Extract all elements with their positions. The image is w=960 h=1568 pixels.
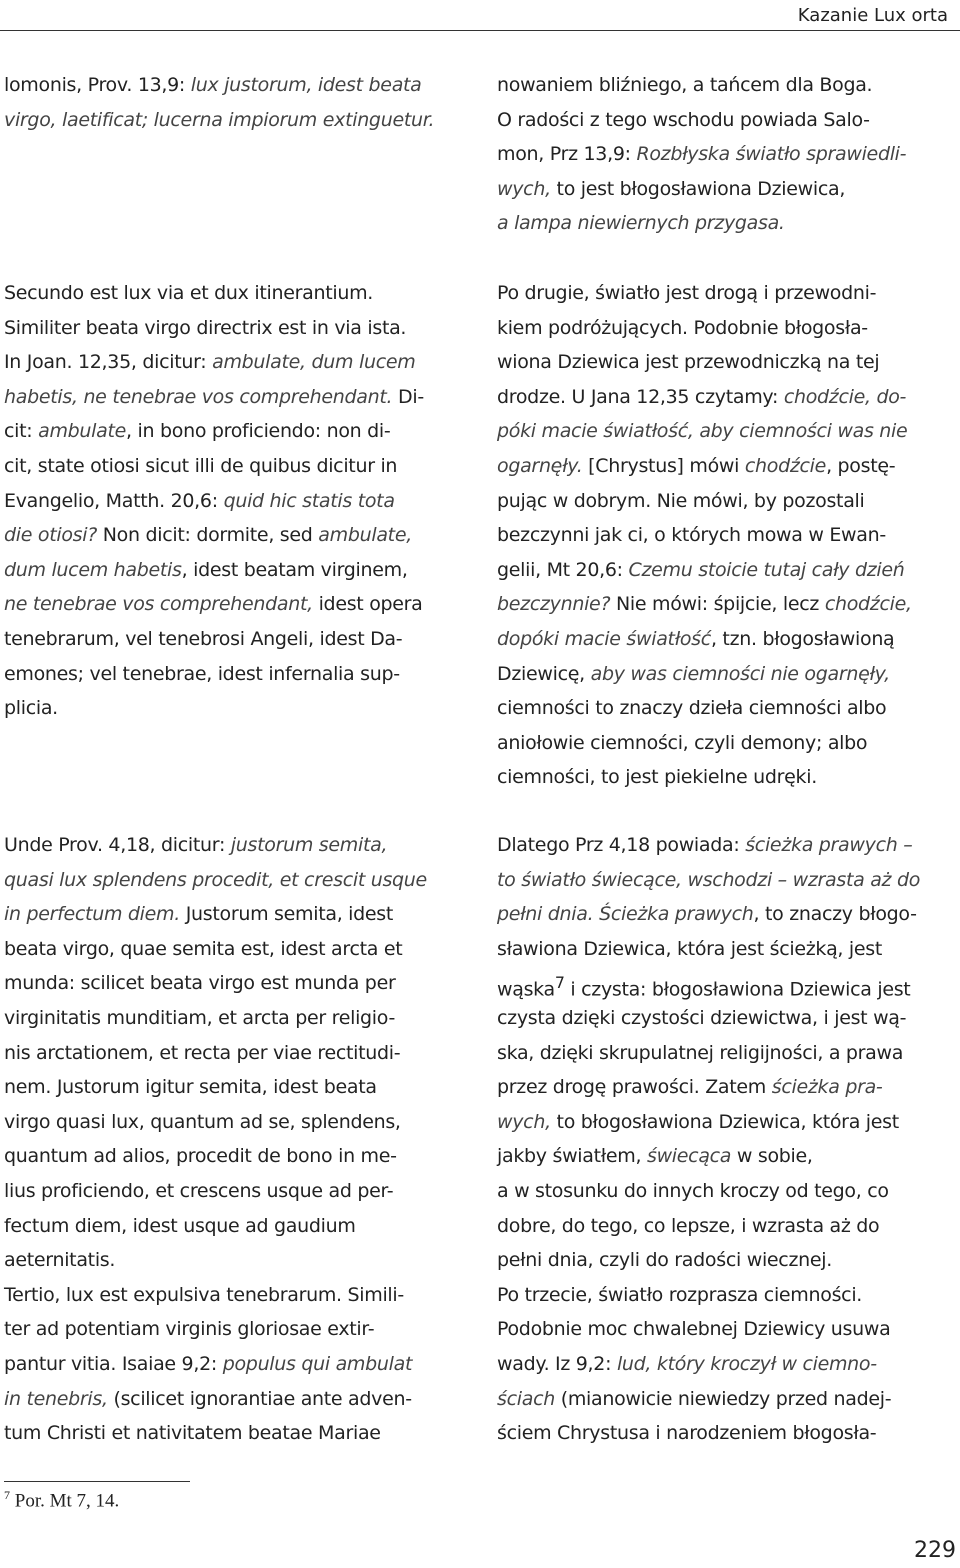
latin-text-line: quantum ad alios, procedit de bono in me- xyxy=(4,1145,397,1168)
latin-text-line: Similiter beata virgo directrix est in via ista. xyxy=(4,316,407,339)
polish-text-line: kiem podróżujących. Podobnie błogosła- xyxy=(497,316,868,339)
polish-text-line: ciemności, to jest piekielne udręki. xyxy=(497,766,817,789)
latin-text-line: dum lucem habetis, idest beatam virginem, xyxy=(4,558,408,581)
polish-text-line: ska, dzięki skrupulatnej religijności, a prawa xyxy=(497,1041,904,1064)
polish-text-line: bezczynni jak ci, o których mowa w Ewan- xyxy=(497,524,886,547)
footnote xyxy=(4,1488,119,1512)
latin-text-line: aeternitatis. xyxy=(4,1249,116,1272)
latin-text-line: habetis, ne tenebrae vos comprehendant. Di- xyxy=(4,385,424,408)
latin-text-line: lomonis, Prov. 13,9: lux justorum, idest beata xyxy=(4,74,422,96)
latin-text-line: emones; vel tenebrae, idest infernalia sup- xyxy=(4,662,400,685)
latin-text-line: tenebrarum, vel tenebrosi Angeli, idest Da- xyxy=(4,627,403,650)
polish-text-line: Podobnie moc chwalebnej Dziewicy usuwa xyxy=(497,1318,891,1341)
polish-text-line: to światło świecące, wschodzi – wzrasta aż do xyxy=(497,868,921,891)
polish-text-line: O radości z tego wschodu powiada Salo- xyxy=(497,108,870,131)
page-number: 229 xyxy=(914,1538,956,1563)
latin-text-line: nem. Justorum igitur semita, idest beata xyxy=(4,1076,377,1099)
latin-text-line: in perfectum diem. Justorum semita, idest xyxy=(4,903,394,926)
polish-text-line: ogarnęły. [Chrystus] mówi chodźcie, postę- xyxy=(497,454,896,477)
latin-text-line: tum Christi et nativitatem beatae Mariae xyxy=(4,1422,381,1445)
latin-text-line: virgo, laetificat; lucerna impiorum extinguetur. xyxy=(4,108,435,131)
latin-paragraph xyxy=(4,828,474,1451)
header-rule xyxy=(0,30,960,31)
latin-paragraph xyxy=(4,276,474,726)
polish-text-line: ciemności to znaczy dzieła ciemności albo xyxy=(497,697,887,720)
latin-text-line: cit: ambulate, in bono proficiendo: non di- xyxy=(4,420,391,443)
polish-text-line: gelii, Mt 20,6: Czemu stoicie tutaj cały dzień xyxy=(497,558,905,581)
polish-text-line: czysta dzięki czystości dziewictwa, i jest wą- xyxy=(497,1006,907,1029)
polish-text-line: wiona Dziewica jest przewodniczką na tej xyxy=(497,351,880,374)
polish-text-line: bezczynnie? Nie mówi: śpijcie, lecz chodźcie, xyxy=(497,593,912,616)
polish-text-line: pełni dnia, czyli do radości wiecznej. xyxy=(497,1249,832,1272)
footnote-rule xyxy=(4,1481,190,1482)
polish-text-line: wych, to jest błogosławiona Dziewica, xyxy=(497,177,846,200)
polish-text-line: drodze. U Jana 12,35 czytamy: chodźcie, do- xyxy=(497,385,907,408)
latin-text-line: die otiosi? Non dicit: dormite, sed ambulate, xyxy=(4,524,412,547)
running-header-title: Kazanie Lux orta xyxy=(797,5,948,26)
polish-text-line: Po trzecie, światło rozprasza ciemności. xyxy=(497,1283,863,1306)
latin-text-line: fectum diem, idest usque ad gaudium xyxy=(4,1214,356,1237)
latin-text-line: ter ad potentiam virginis gloriosae extir- xyxy=(4,1318,375,1341)
polish-text-line: aniołowie ciemności, czyli demony; albo xyxy=(497,731,868,754)
polish-text-line: sławiona Dziewica, która jest ścieżką, jest xyxy=(497,937,883,960)
polish-text-line: wąska$^7$ i czysta: błogosławiona Dziewica jest xyxy=(497,973,911,1001)
latin-text-line: Tertio, lux est expulsiva tenebrarum. Simili- xyxy=(4,1283,404,1306)
polish-text-line: dobre, do tego, co lepsze, i wzrasta aż do xyxy=(497,1214,880,1237)
latin-text-line: in tenebris, (scilicet ignorantiae ante adven- xyxy=(4,1387,412,1410)
footnote-text: Por. Mt 7, 14. xyxy=(14,1490,120,1512)
polish-paragraph xyxy=(497,68,957,241)
latin-text-line: munda: scilicet beata virgo est munda per xyxy=(4,972,396,995)
latin-text-line: nis arctationem, et recta per viae rectitudi- xyxy=(4,1041,401,1064)
latin-text-line: pantur vitia. Isaiae 9,2: populus qui ambulat xyxy=(4,1352,413,1375)
polish-text-line: pując w dobrym. Nie mówi, by pozostali xyxy=(497,489,865,512)
latin-text-line: plicia. xyxy=(4,697,58,720)
polish-text-line: a lampa niewiernych przygasa. xyxy=(497,212,785,235)
polish-text-line: ściem Chrystusa i narodzeniem błogosła- xyxy=(497,1422,877,1445)
polish-text-line: wady. Iz 9,2: lud, który kroczył w ciemno- xyxy=(497,1352,877,1375)
footnote-number: 7 xyxy=(4,1488,10,1502)
polish-text-line: Dziewicę, aby was ciemności nie ogarnęły, xyxy=(497,662,890,685)
latin-paragraph xyxy=(4,68,474,137)
latin-text-line: Evangelio, Matth. 20,6: quid hic statis tota xyxy=(4,489,395,512)
latin-text-line: Secundo est lux via et dux itinerantium. xyxy=(4,282,374,304)
polish-text-line: Po drugie, światło jest drogą i przewodni- xyxy=(497,282,877,304)
running-header xyxy=(0,0,960,34)
polish-text-line: mon, Prz 13,9: Rozbłyska światło sprawiedli- xyxy=(497,143,907,166)
latin-text-line: Unde Prov. 4,18, dicitur: justorum semita, xyxy=(4,834,388,856)
polish-text-line: jakby światłem, świecąca w sobie, xyxy=(497,1145,813,1168)
latin-text-line: quasi lux splendens procedit, et crescit usque xyxy=(4,868,427,891)
polish-text-line: dopóki macie światłość, tzn. błogosławioną xyxy=(497,627,895,650)
latin-text-line: lius proficiendo, et crescens usque ad per- xyxy=(4,1179,394,1202)
polish-paragraph xyxy=(497,276,957,795)
polish-text-line: ściach (mianowicie niewiedzy przed nadej- xyxy=(497,1387,892,1410)
polish-text-line: Dlatego Prz 4,18 powiada: ścieżka prawych – xyxy=(497,834,913,856)
latin-text-line: In Joan. 12,35, dicitur: ambulate, dum lucem xyxy=(4,351,416,374)
latin-text-line: virgo quasi lux, quantum ad se, splendens, xyxy=(4,1110,401,1133)
polish-text-line: a w stosunku do innych kroczy od tego, co xyxy=(497,1179,889,1202)
latin-text-line: ne tenebrae vos comprehendant, idest opera xyxy=(4,593,423,616)
polish-text-line: pełni dnia. Ścieżka prawych, to znaczy błogo- xyxy=(497,903,917,926)
polish-text-line: przez drogę prawości. Zatem ścieżka pra- xyxy=(497,1076,883,1099)
polish-text-line: nowaniem bliźniego, a tańcem dla Boga. xyxy=(497,74,873,96)
latin-text-line: cit, state otiosi sicut illi de quibus dicitur in xyxy=(4,454,398,477)
polish-text-line: wych, to błogosławiona Dziewica, która jest xyxy=(497,1110,899,1133)
latin-text-line: beata virgo, quae semita est, idest arcta et xyxy=(4,937,403,960)
polish-paragraph xyxy=(497,828,957,1451)
latin-text-line: virginitatis munditiam, et arcta per religio- xyxy=(4,1006,396,1029)
polish-text-line: póki macie światłość, aby ciemności was nie xyxy=(497,420,908,443)
